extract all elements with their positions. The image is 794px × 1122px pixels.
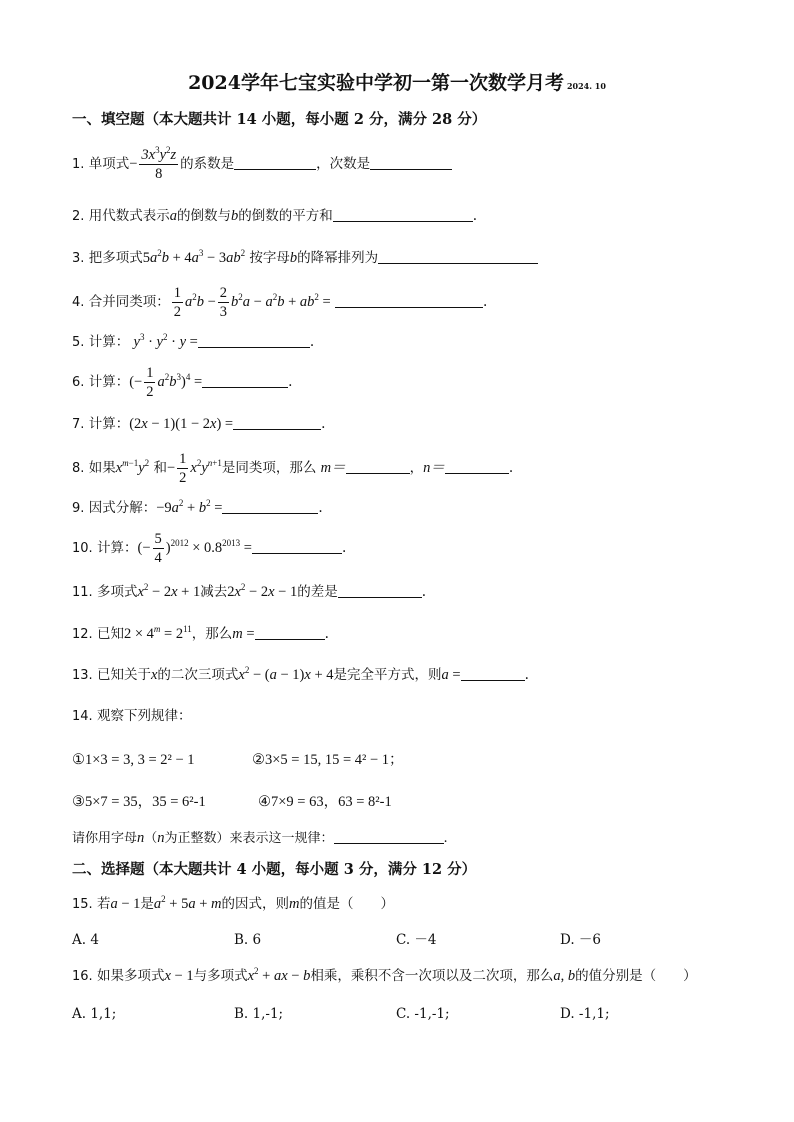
question-8: 8. 如果$x^{m-1}y^2$ 和− $\frac{1}{2}$ $x^2y^{n+1}$是同类项，那么 m＝ ，n＝ . <box>72 451 514 486</box>
answer-blank[interactable] <box>333 207 473 222</box>
section-fill-in-header: 一、填空题（本大题共计 14 小题，每小题 2 分，满分 28 分） <box>72 111 487 128</box>
question-10: 10. 计算：(− $\frac{5}{4}$ )$^{2012} \times 0.8^{2013}$ = . <box>72 531 347 566</box>
option-d[interactable]: D. －6 <box>560 932 602 948</box>
option-a[interactable]: A. 4 <box>72 932 99 948</box>
answer-blank[interactable] <box>252 539 342 554</box>
question-14-ask: 请你用字母n（n为正整数）来表示这一规律： . <box>72 830 448 846</box>
answer-blank[interactable] <box>335 293 483 308</box>
option-c[interactable]: C. －4 <box>396 932 437 948</box>
answer-blank[interactable] <box>255 625 325 640</box>
option-a[interactable]: A. 1,1; <box>72 1006 117 1022</box>
exam-date: 2024. 10 <box>566 81 606 91</box>
answer-blank[interactable] <box>445 459 509 474</box>
pattern-4: ④7×9 = 63，63 = 8²-1 <box>258 794 392 810</box>
answer-blank[interactable] <box>202 373 288 388</box>
answer-blank[interactable] <box>338 583 422 598</box>
section-choice-header: 二、选择题（本大题共计 4 小题，每小题 3 分，满分 12 分） <box>72 861 477 878</box>
option-c[interactable]: C. -1,-1; <box>396 1006 450 1022</box>
answer-blank[interactable] <box>378 249 538 264</box>
answer-blank[interactable] <box>198 333 310 348</box>
answer-blank[interactable] <box>222 499 318 514</box>
question-14: 14. 观察下列规律： <box>72 708 192 724</box>
question-1: 1. 单项式− $\frac{3x^3y^2z}{8}$ 的系数是 ，次数是 <box>72 146 452 183</box>
pattern-1: ①1×3 = 3, 3 = 2² − 1 <box>72 752 195 768</box>
pattern-2: ②3×5 = 15, 15 = 4² − 1； <box>252 752 404 768</box>
answer-blank[interactable] <box>370 155 452 170</box>
answer-blank[interactable] <box>334 829 444 844</box>
pattern-3: ③5×7 = 35，35 = 6²-1 <box>72 794 206 810</box>
question-6: 6. 计算：(− $\frac{1}{2}$ $a^2b^3)^4$ = . <box>72 365 293 400</box>
page-title: 2024学年七宝实验中学初一第一次数学月考 2024. 10 <box>188 72 606 94</box>
question-16: 16. 如果多项式x − 1与多项式$x^2$ + ax − b相乘，乘积不含一次项以及二次项，那么a, b的值分别是（ ） <box>72 966 697 984</box>
question-15: 15. 若a − 1是$a^2 + 5a + m$的因式，则m的值是（ ） <box>72 894 395 912</box>
answer-blank[interactable] <box>234 155 316 170</box>
question-4: 4. 合并同类项： $\frac{1}{2}$ $a^2b$ − $\frac{2}{3}$ $b^2a - a^2b + ab^2$ = . <box>72 285 488 320</box>
question-9: 9. 因式分解：$-9a^2 + b^2$ = . <box>72 498 323 516</box>
question-2: 2. 用代数式表示a的倒数与b的倒数的平方和 . <box>72 208 477 224</box>
question-13: 13. 已知关于x的二次三项式$x^2 - (a - 1)x + 4$是完全平方式，则a = . <box>72 665 529 683</box>
question-12: 12. 已知$2 \times 4^m = 2^{11}$，那么m = . <box>72 624 329 642</box>
question-11: 11. 多项式$x^2 - 2x + 1$减去$2x^2 - 2x - 1$的差是 . <box>72 582 427 600</box>
question-7: 7. 计算：(2x − 1)(1 − 2x) = . <box>72 416 326 432</box>
option-b[interactable]: B. 6 <box>234 932 262 948</box>
question-5: 5. 计算： $y^3 \cdot y^2 \cdot y$ = . <box>72 332 315 350</box>
option-b[interactable]: B. 1,-1; <box>234 1006 284 1022</box>
option-d[interactable]: D. -1,1; <box>560 1006 610 1022</box>
answer-blank[interactable] <box>461 666 525 681</box>
question-3: 3. 把多项式$5a^2b + 4a^3 - 3ab^2$ 按字母b的降幂排列为 <box>72 248 538 269</box>
answer-blank[interactable] <box>346 459 410 474</box>
answer-blank[interactable] <box>233 415 321 430</box>
